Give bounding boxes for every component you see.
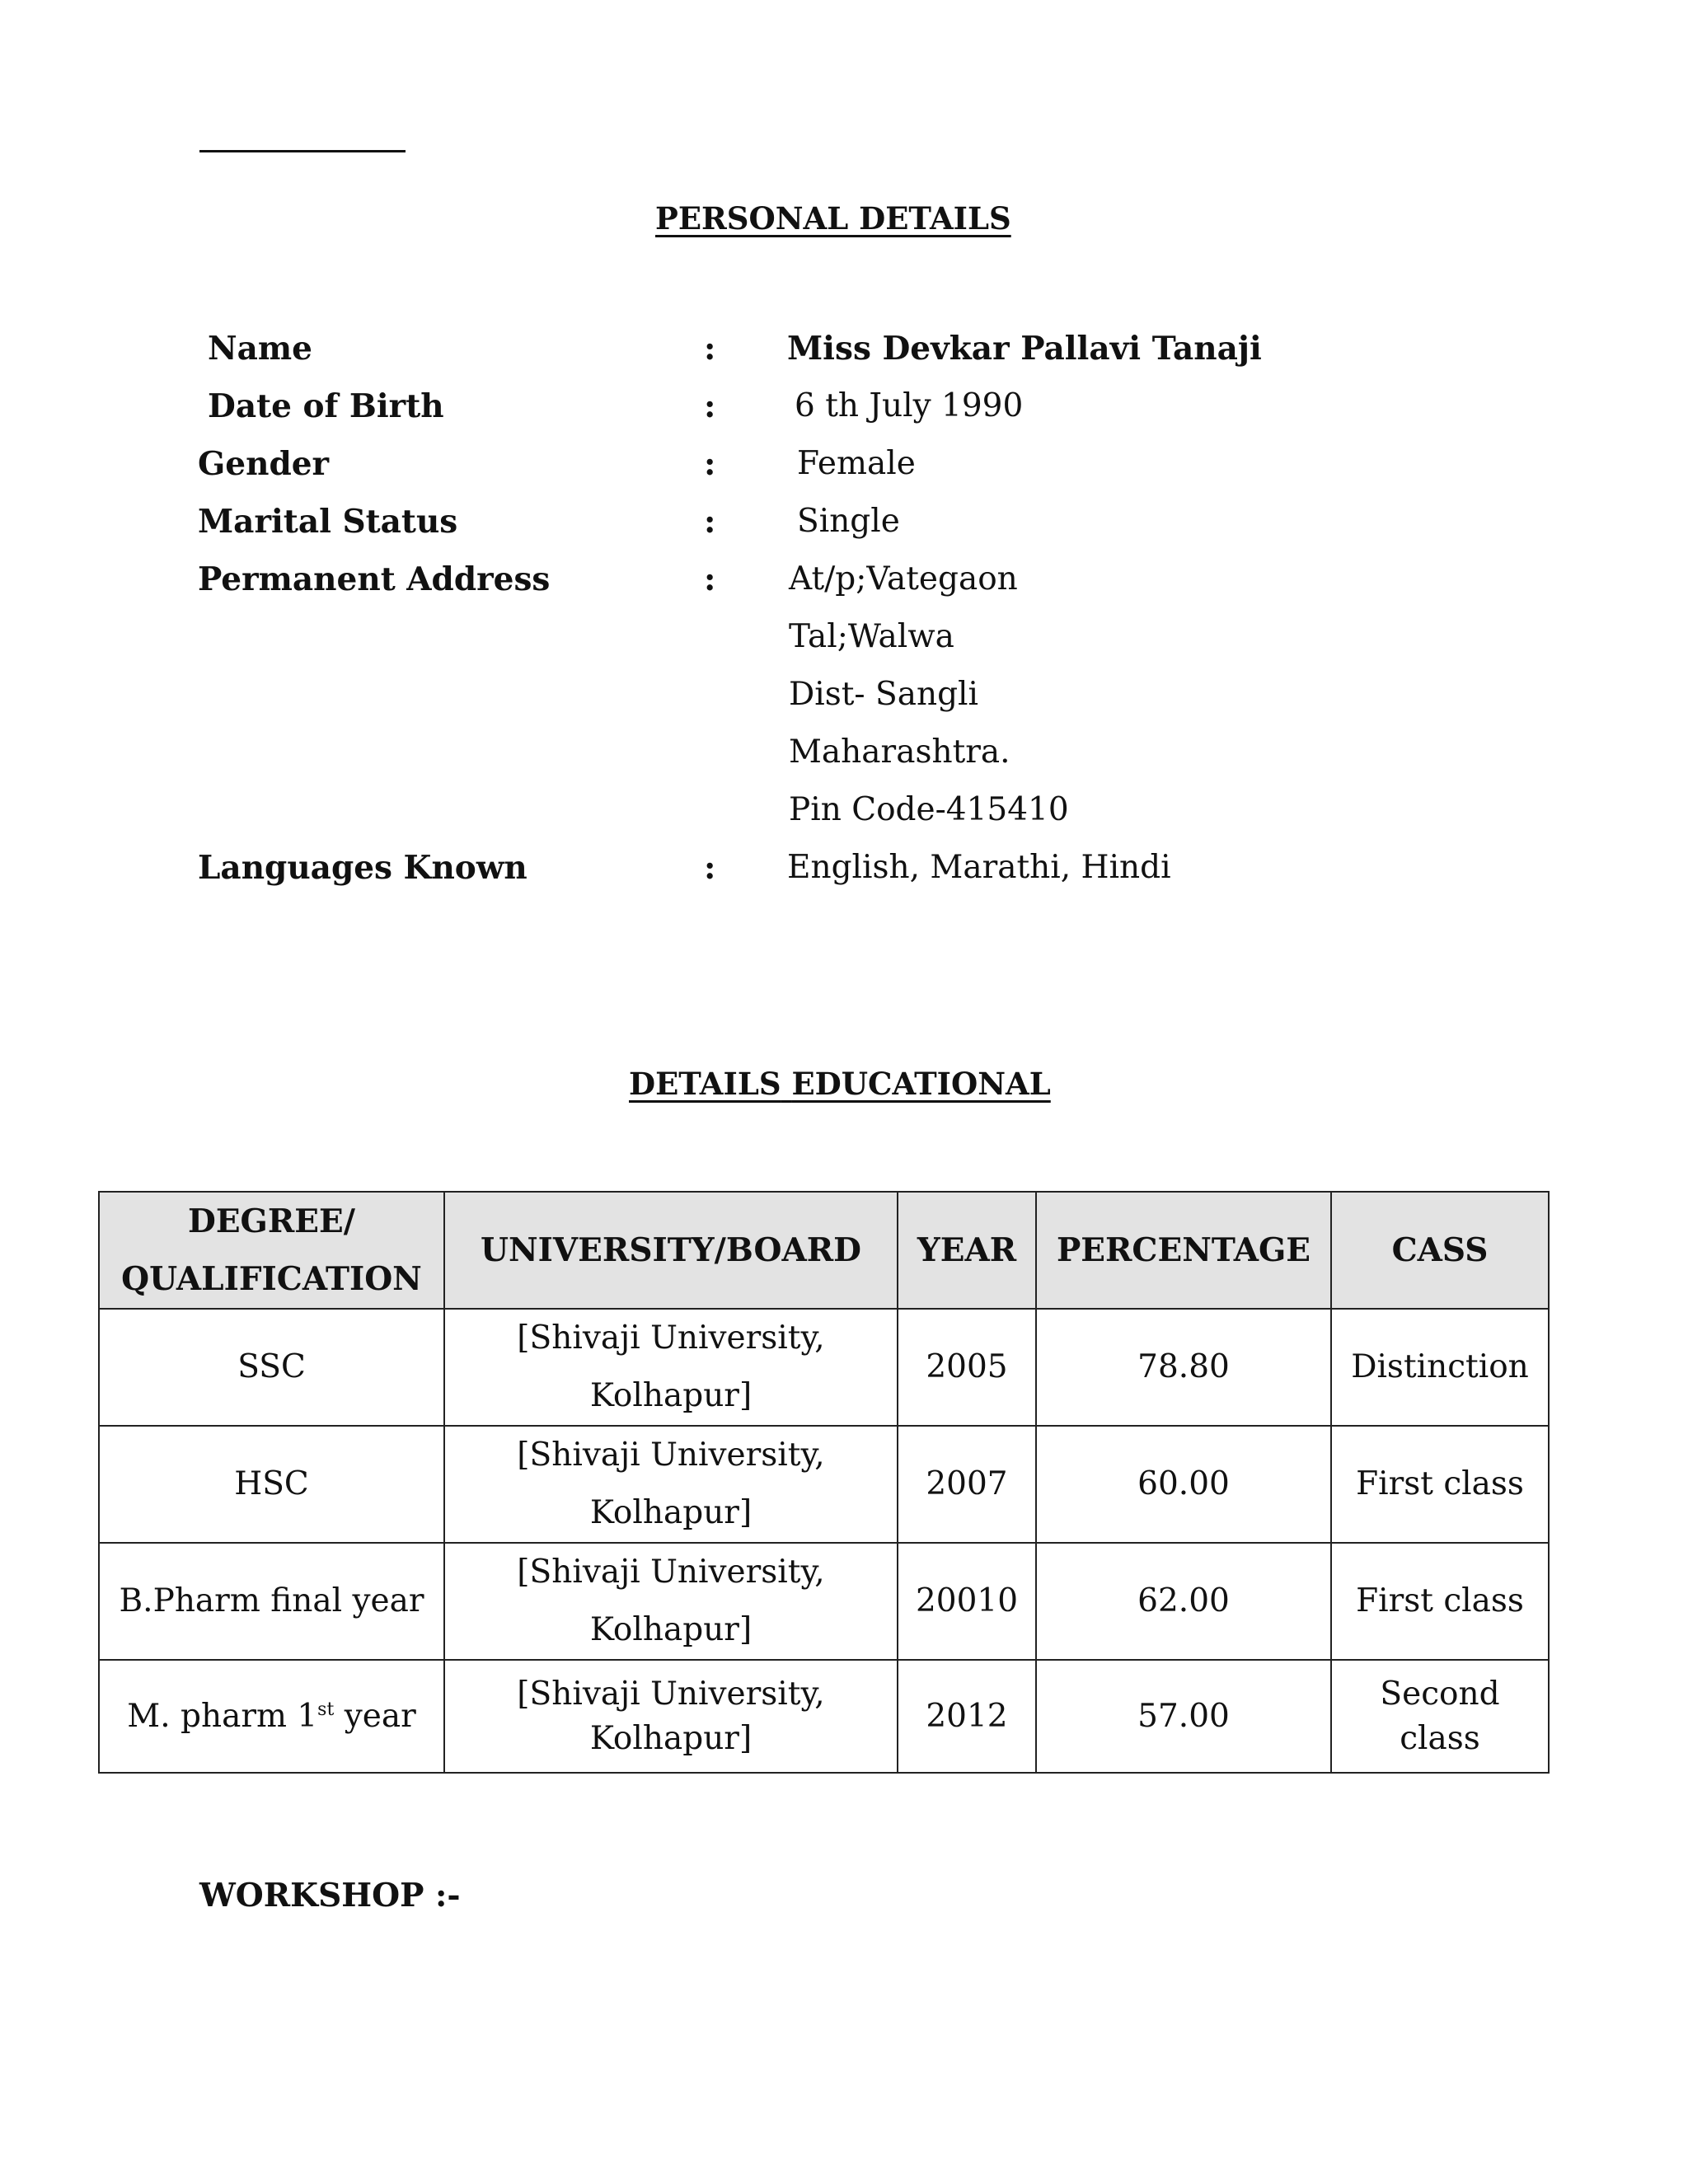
row-address: [0, 560, 1688, 610]
educational-details-heading: [629, 1066, 1051, 1102]
cell-university: [Shivaji University, Kolhapur]: [444, 1309, 898, 1426]
value-dob: 6 th July 1990: [795, 387, 1024, 424]
colon: :: [704, 445, 716, 483]
cell-degree: HSC: [99, 1426, 444, 1543]
row-gender: [0, 445, 1688, 494]
heading-word: EDUCATIONAL: [791, 1066, 1051, 1102]
cell-percentage: 62.00: [1036, 1543, 1331, 1660]
row-languages: [0, 849, 1688, 898]
row-name: [0, 330, 1688, 379]
colon: :: [704, 330, 716, 368]
cell-degree: B.Pharm final year: [99, 1543, 444, 1660]
value-gender: Female: [797, 445, 916, 482]
colon: :: [704, 849, 716, 887]
row-marital-status: [0, 503, 1688, 552]
cell-university: [Shivaji University, Kolhapur]: [444, 1543, 898, 1660]
colon: :: [704, 560, 716, 598]
top-rule: [199, 150, 406, 152]
cell-percentage: 78.80: [1036, 1309, 1331, 1426]
label-address: Permanent Address: [198, 560, 551, 598]
table-row: [99, 1660, 1549, 1773]
value-name: Miss Devkar Pallavi Tanaji: [787, 330, 1262, 368]
heading-word: DETAILS: [629, 1066, 781, 1102]
row-dob: [0, 387, 1688, 437]
label-languages: Languages Known: [198, 849, 528, 887]
table-row: [99, 1426, 1549, 1543]
header-year: YEAR: [898, 1192, 1036, 1309]
value-address: At/p;Vategaon: [789, 560, 1018, 598]
label-name: Name: [208, 330, 312, 368]
cell-year: 2007: [898, 1426, 1036, 1543]
address-line: Pin Code-415410: [789, 791, 1069, 828]
cell-year: 2012: [898, 1660, 1036, 1773]
table-row: [99, 1543, 1549, 1660]
header-degree: DEGREE/ QUALIFICATION: [99, 1192, 444, 1309]
cell-degree: SSC: [99, 1309, 444, 1426]
cell-class: Second class: [1331, 1660, 1549, 1773]
workshop-heading: WORKSHOP :-: [199, 1877, 461, 1915]
colon: :: [704, 387, 716, 425]
label-gender: Gender: [198, 445, 330, 483]
address-line: Dist- Sangli: [789, 676, 979, 713]
header-percentage: PERCENTAGE: [1036, 1192, 1331, 1309]
education-table: [98, 1191, 1550, 1774]
table-header-row: [99, 1192, 1549, 1309]
label-marital-status: Marital Status: [198, 503, 458, 541]
cell-degree: M. pharm 1st year: [99, 1660, 444, 1773]
cell-university: [Shivaji University, Kolhapur]: [444, 1426, 898, 1543]
cell-year: 20010: [898, 1543, 1036, 1660]
address-line: Maharashtra.: [789, 733, 1010, 771]
header-university: UNIVERSITY/BOARD: [444, 1192, 898, 1309]
colon: :: [704, 503, 716, 541]
label-dob: Date of Birth: [208, 387, 444, 425]
cell-class: First class: [1331, 1426, 1549, 1543]
cell-university: [Shivaji University, Kolhapur]: [444, 1660, 898, 1773]
cell-class: Distinction: [1331, 1309, 1549, 1426]
personal-details-heading: PERSONAL DETAILS: [655, 200, 1011, 237]
value-marital-status: Single: [797, 503, 900, 540]
cell-percentage: 57.00: [1036, 1660, 1331, 1773]
cell-class: First class: [1331, 1543, 1549, 1660]
table-row: [99, 1309, 1549, 1426]
header-class: CASS: [1331, 1192, 1549, 1309]
value-languages: English, Marathi, Hindi: [787, 849, 1171, 886]
address-line: Tal;Walwa: [789, 618, 954, 655]
cell-year: 2005: [898, 1309, 1036, 1426]
cell-percentage: 60.00: [1036, 1426, 1331, 1543]
